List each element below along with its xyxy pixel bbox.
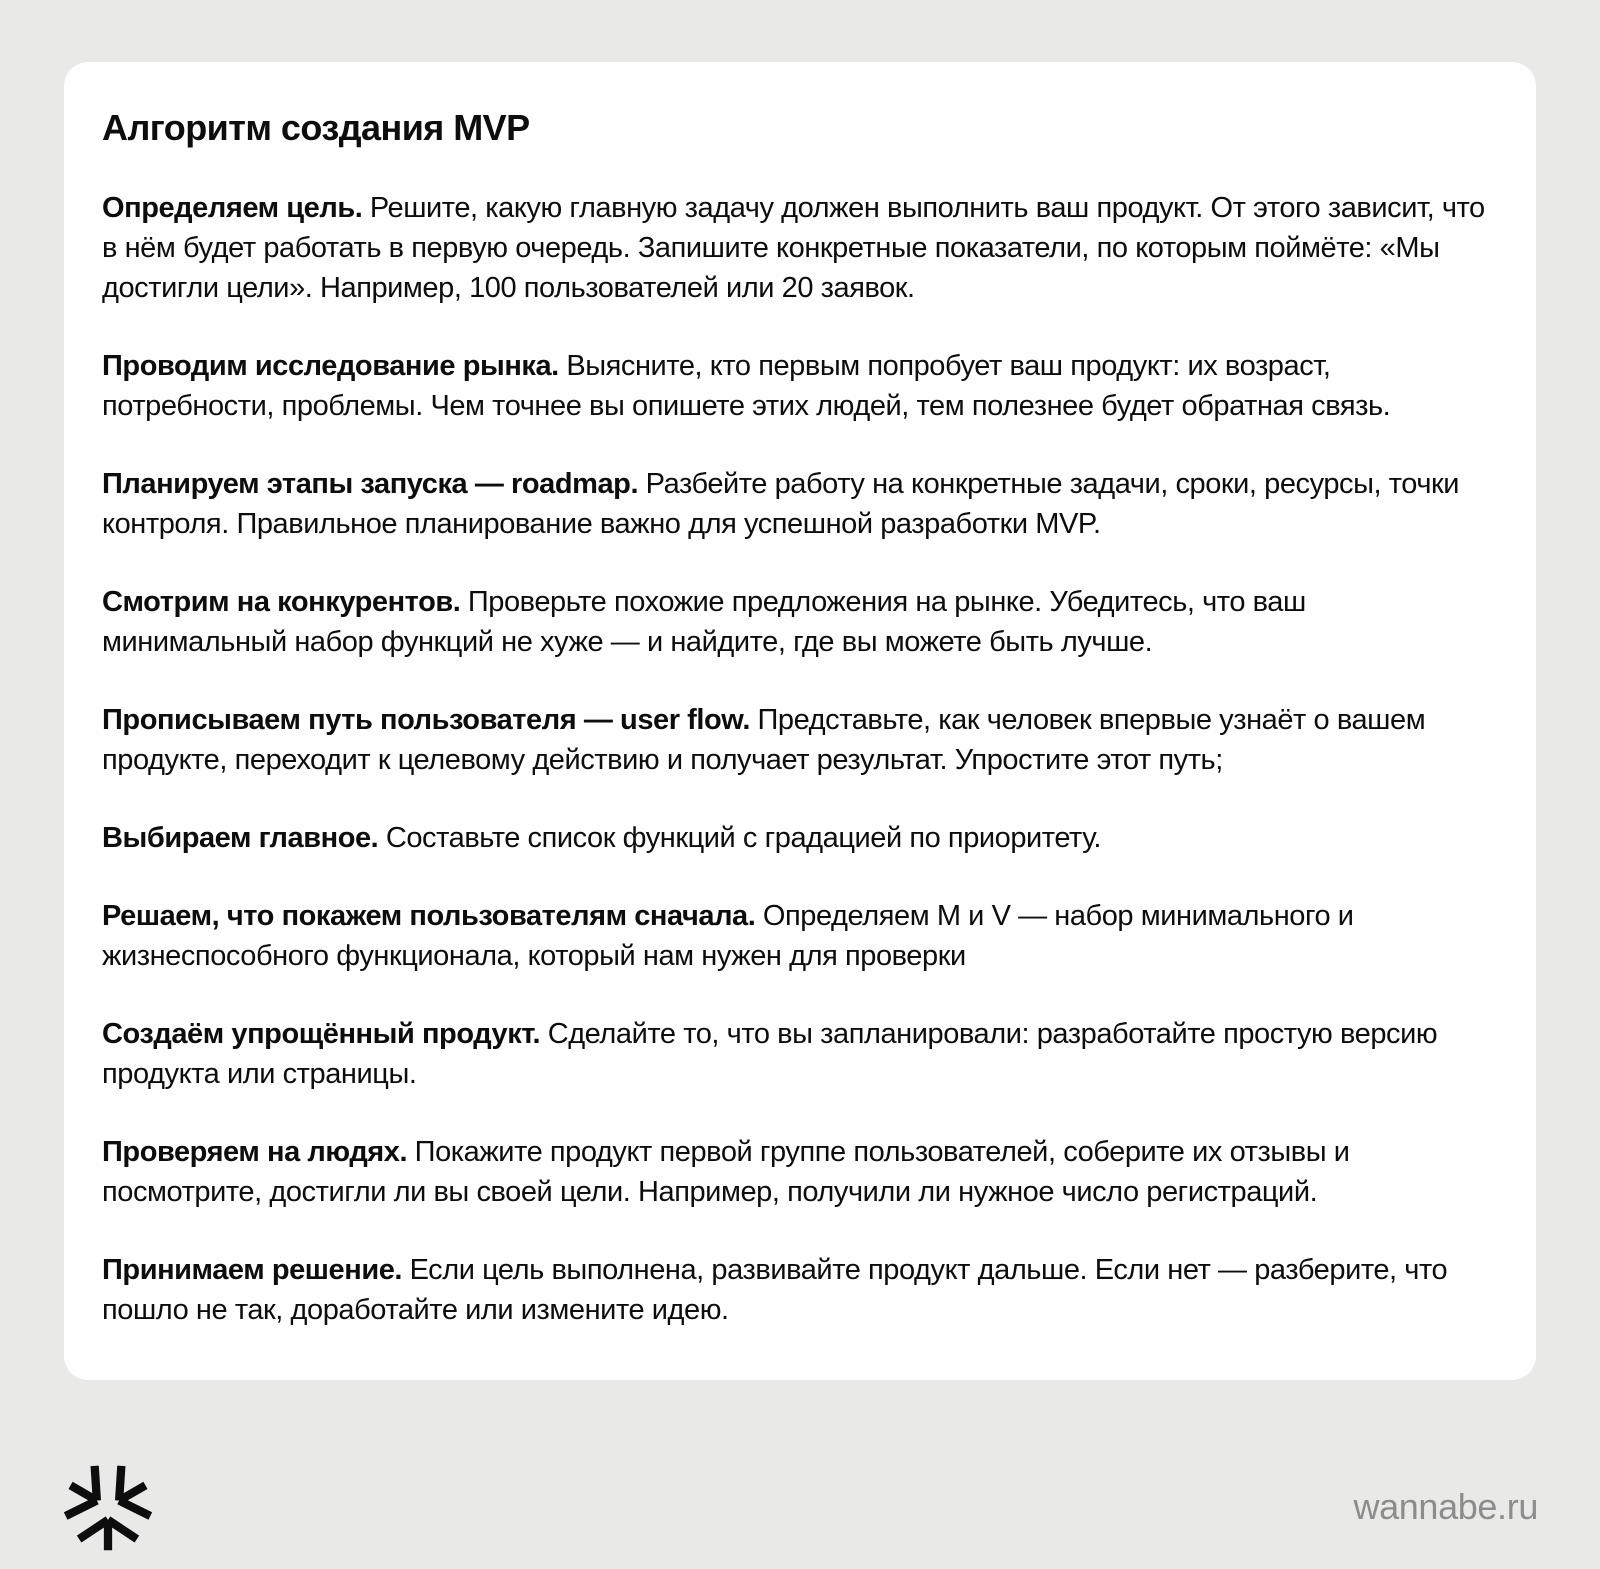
paragraph-text: Выясните, кто первым попробует ваш продукт: их возраст, потребности, проблемы. Чем точнее вы опишете этих людей, тем полезнее будет обратная связь. (102, 349, 1391, 422)
paragraph-build-product (102, 1014, 1487, 1094)
paragraph-user-testing (102, 1132, 1487, 1212)
paragraph-lead: Планируем этапы запуска — roadmap. (102, 467, 639, 500)
paragraph-text: Составьте список функций с градацией по приоритету. (385, 821, 1102, 854)
paragraph-text: Определяем M и V — набор минимального и жизнеспособного функционала, который нам нужен для проверки (102, 899, 1354, 972)
paragraph-text: Разбейте работу на конкретные задачи, сроки, ресурсы, точки контроля. Правильное планирование важно для успешной разработки MVP. (102, 467, 1460, 540)
website-label: wannabe.ru (1353, 1486, 1538, 1528)
paragraph-lead: Прописываем путь пользователя — user flow. (102, 703, 750, 736)
paragraph-text: Проверьте похожие предложения на рынке. Убедитесь, что ваш минимальный набор функций не хуже — и найдите, где вы можете быть лучше. (102, 585, 1306, 658)
paragraph-competitors (102, 582, 1487, 662)
footer (0, 1380, 1600, 1569)
paragraph-lead: Определяем цель. (102, 191, 363, 224)
paragraph-lead: Проверяем на людях. (102, 1135, 408, 1168)
page-title: Алгоритм создания MVP (102, 107, 530, 148)
paragraph-lead: Создаём упрощённый продукт. (102, 1017, 541, 1050)
paragraph-text: Сделайте то, что вы запланировали: разработайте простую версию продукта или страницы. (102, 1017, 1438, 1090)
paragraph-lead: Смотрим на конкурентов. (102, 585, 461, 618)
paragraph-user-flow (102, 700, 1487, 780)
paragraph-text: Представьте, как человек впервые узнаёт о вашем продукте, переходит к целевому действию и получает результат. Упростите этот путь; (102, 703, 1426, 776)
paragraph-text: Решите, какую главную задачу должен выполнить ваш продукт. От этого зависит, что в нём будет работать в первую очередь. Запишите конкретные показатели, по которым поймёте: «Мы достигли цели». Например, 100 пользователей или 20 заявок. (102, 191, 1485, 304)
paragraph-text: Если цель выполнена, развивайте продукт дальше. Если нет — разберите, что пошло не так, доработайте или измените идею. (102, 1253, 1448, 1326)
paragraph-roadmap (102, 464, 1487, 544)
paragraph-market-research (102, 346, 1487, 426)
paragraph-decision (102, 1250, 1487, 1330)
paragraph-lead: Проводим исследование рынка. (102, 349, 559, 382)
paragraph-priorities (102, 818, 1487, 858)
paragraph-mv-set (102, 896, 1487, 976)
paragraph-lead: Принимаем решение. (102, 1253, 403, 1286)
wannabe-asterisk-logo-icon (62, 1459, 154, 1555)
paragraph-lead: Решаем, что покажем пользователям сначала. (102, 899, 756, 932)
content-card (64, 62, 1536, 1380)
paragraph-lead: Выбираем главное. (102, 821, 379, 854)
paragraph-goal (102, 188, 1487, 308)
paragraph-text: Покажите продукт первой группе пользователей, соберите их отзывы и посмотрите, достигли ли вы своей цели. Например, получили ли нужное число регистраций. (102, 1135, 1350, 1208)
